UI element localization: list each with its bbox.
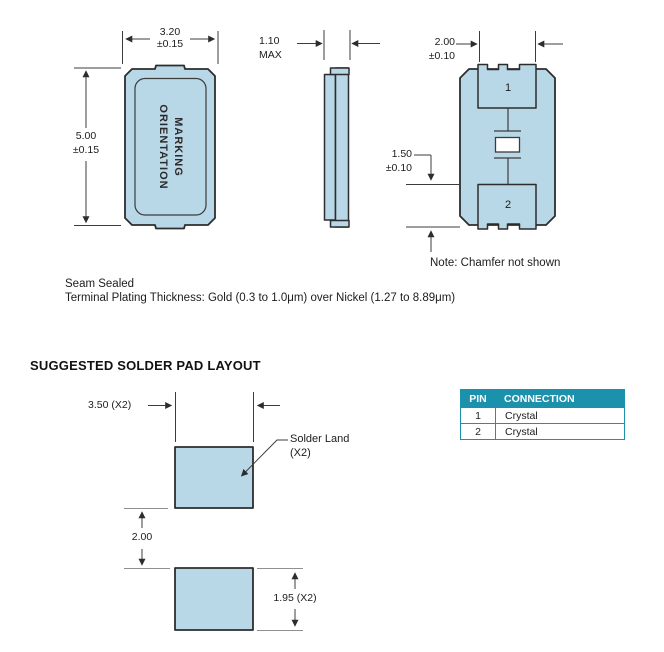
seam-sealed-note: Seam Sealed — [65, 278, 135, 290]
solder-pad-width-dimension: 3.50 (X2) — [88, 399, 132, 411]
pin-cell: 2 — [461, 424, 496, 439]
table-header-row — [461, 390, 624, 407]
pad-inset-value: 1.50 — [391, 148, 412, 160]
pin-cell: 1 — [461, 408, 496, 423]
table-row — [461, 423, 624, 439]
pin-2-label: 2 — [504, 199, 512, 211]
solder-pad-gap-dimension: 2.00 — [131, 531, 153, 543]
front-height-tolerance: ±0.15 — [72, 143, 100, 156]
table-row — [461, 407, 624, 423]
front-width-tolerance: ±0.15 — [156, 38, 184, 50]
chamfer-note: Note: Chamfer not shown — [430, 257, 561, 269]
pad-width-dimension — [411, 36, 455, 63]
solder-pad-height-dimension: 1.95 (X2) — [273, 592, 317, 604]
side-thickness-value: 1.10 — [259, 35, 280, 47]
pad-width-value: 2.00 — [434, 36, 455, 48]
side-view — [297, 30, 380, 227]
front-height-dimension — [58, 130, 114, 157]
pin-column-header: PIN — [469, 392, 487, 405]
connection-column-header: CONNECTION — [504, 392, 575, 405]
connection-cell: Crystal — [505, 425, 538, 438]
solder-land-label: Solder Land (X2) — [290, 433, 350, 459]
pin-connection-table — [460, 389, 625, 440]
front-width-dimension — [139, 26, 201, 50]
side-thickness-dimension — [259, 35, 282, 62]
pin-1-label: 1 — [504, 82, 512, 94]
general-notes — [65, 277, 455, 305]
pad-width-tolerance: ±0.10 — [428, 49, 455, 62]
solder-layout-heading: SUGGESTED SOLDER PAD LAYOUT — [30, 358, 261, 373]
side-thickness-qualifier: MAX — [259, 48, 282, 61]
front-width-value: 3.20 — [159, 26, 181, 38]
bottom-view — [406, 31, 563, 252]
plating-note: Terminal Plating Thickness: Gold (0.3 to 1.0μm) over Nickel (1.27 to 8.89μm) — [65, 292, 456, 304]
pad-inset-tolerance: ±0.10 — [385, 161, 412, 174]
pad-inset-dimension — [368, 148, 412, 175]
marking-orientation-text: MARKING ORIENTATION — [157, 104, 184, 190]
connection-cell: Crystal — [505, 409, 538, 422]
front-height-value: 5.00 — [75, 130, 97, 142]
